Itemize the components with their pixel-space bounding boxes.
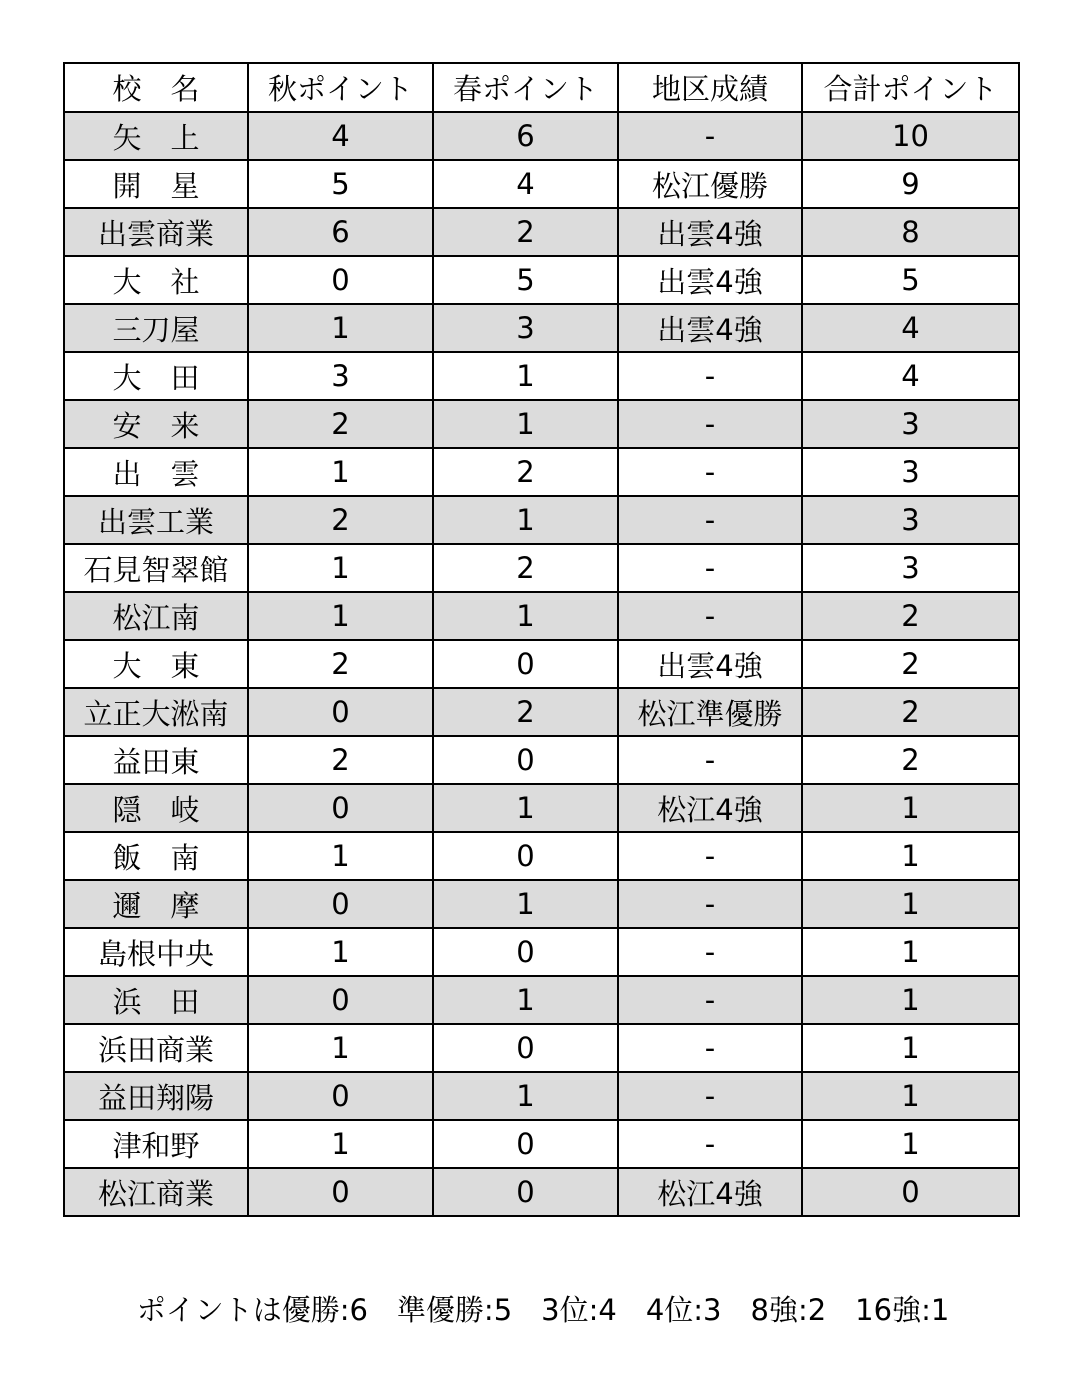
total-points-cell: 10	[802, 112, 1019, 160]
district-result-cell: -	[618, 1072, 802, 1120]
header-district-result: 地区成績	[618, 63, 802, 112]
school-name-cell: 浜田商業	[64, 1024, 248, 1072]
district-result-cell: -	[618, 880, 802, 928]
total-points-cell: 1	[802, 1024, 1019, 1072]
school-name-cell: 開 星	[64, 160, 248, 208]
table-row	[64, 928, 1019, 976]
autumn-points-cell: 1	[248, 592, 433, 640]
school-name-cell: 出 雲	[64, 448, 248, 496]
table-row	[64, 352, 1019, 400]
school-name-cell: 邇 摩	[64, 880, 248, 928]
spring-points-cell: 0	[433, 736, 618, 784]
school-name-cell: 立正大淞南	[64, 688, 248, 736]
table-row	[64, 1024, 1019, 1072]
table-row	[64, 448, 1019, 496]
table-row	[64, 640, 1019, 688]
header-row	[64, 63, 1019, 112]
district-result-cell: -	[618, 592, 802, 640]
school-name-cell: 松江南	[64, 592, 248, 640]
autumn-points-cell: 0	[248, 256, 433, 304]
table-row	[64, 832, 1019, 880]
spring-points-cell: 4	[433, 160, 618, 208]
total-points-cell: 2	[802, 736, 1019, 784]
table-body	[64, 112, 1019, 1216]
table-row	[64, 1120, 1019, 1168]
spring-points-cell: 0	[433, 1024, 618, 1072]
total-points-cell: 3	[802, 496, 1019, 544]
spring-points-cell: 1	[433, 592, 618, 640]
district-result-cell: 出雲4強	[618, 304, 802, 352]
spring-points-cell: 1	[433, 1072, 618, 1120]
school-name-cell: 大 東	[64, 640, 248, 688]
district-result-cell: 出雲4強	[618, 256, 802, 304]
district-result-cell: -	[618, 1120, 802, 1168]
spring-points-cell: 0	[433, 640, 618, 688]
spring-points-cell: 0	[433, 928, 618, 976]
autumn-points-cell: 2	[248, 640, 433, 688]
total-points-cell: 1	[802, 928, 1019, 976]
district-result-cell: 出雲4強	[618, 640, 802, 688]
table-row	[64, 976, 1019, 1024]
school-name-cell: 三刀屋	[64, 304, 248, 352]
header-total-points: 合計ポイント	[802, 63, 1019, 112]
district-result-cell: -	[618, 976, 802, 1024]
school-name-cell: 益田東	[64, 736, 248, 784]
school-name-cell: 矢 上	[64, 112, 248, 160]
table-row	[64, 544, 1019, 592]
district-result-cell: -	[618, 832, 802, 880]
table-row	[64, 400, 1019, 448]
spring-points-cell: 3	[433, 304, 618, 352]
total-points-cell: 8	[802, 208, 1019, 256]
district-result-cell: -	[618, 112, 802, 160]
total-points-cell: 1	[802, 880, 1019, 928]
total-points-cell: 3	[802, 448, 1019, 496]
spring-points-cell: 1	[433, 784, 618, 832]
district-result-cell: 出雲4強	[618, 208, 802, 256]
total-points-cell: 1	[802, 1120, 1019, 1168]
autumn-points-cell: 0	[248, 784, 433, 832]
spring-points-cell: 2	[433, 688, 618, 736]
school-name-cell: 石見智翠館	[64, 544, 248, 592]
total-points-cell: 9	[802, 160, 1019, 208]
school-name-cell: 出雲商業	[64, 208, 248, 256]
table-row	[64, 304, 1019, 352]
district-result-cell: -	[618, 736, 802, 784]
district-result-cell: -	[618, 448, 802, 496]
total-points-cell: 4	[802, 352, 1019, 400]
spring-points-cell: 0	[433, 1168, 618, 1216]
spring-points-cell: 0	[433, 1120, 618, 1168]
district-result-cell: -	[618, 400, 802, 448]
header-spring-points: 春ポイント	[433, 63, 618, 112]
total-points-cell: 5	[802, 256, 1019, 304]
school-name-cell: 安 来	[64, 400, 248, 448]
district-result-cell: -	[618, 928, 802, 976]
district-result-cell: 松江優勝	[618, 160, 802, 208]
total-points-cell: 4	[802, 304, 1019, 352]
school-name-cell: 大 田	[64, 352, 248, 400]
table-row	[64, 736, 1019, 784]
total-points-cell: 1	[802, 1072, 1019, 1120]
total-points-cell: 3	[802, 544, 1019, 592]
header-autumn-points: 秋ポイント	[248, 63, 433, 112]
district-result-cell: 松江4強	[618, 1168, 802, 1216]
school-name-cell: 益田翔陽	[64, 1072, 248, 1120]
autumn-points-cell: 1	[248, 1024, 433, 1072]
table-row	[64, 208, 1019, 256]
district-result-cell: -	[618, 496, 802, 544]
spring-points-cell: 1	[433, 976, 618, 1024]
district-result-cell: -	[618, 352, 802, 400]
points-footnote: ポイントは優勝:6 準優勝:5 3位:4 4位:3 8強:2 16強:1	[136, 1293, 950, 1327]
total-points-cell: 2	[802, 688, 1019, 736]
autumn-points-cell: 0	[248, 688, 433, 736]
district-result-cell: 松江準優勝	[618, 688, 802, 736]
school-name-cell: 島根中央	[64, 928, 248, 976]
autumn-points-cell: 5	[248, 160, 433, 208]
autumn-points-cell: 0	[248, 1168, 433, 1216]
autumn-points-cell: 1	[248, 832, 433, 880]
autumn-points-cell: 1	[248, 1120, 433, 1168]
autumn-points-cell: 2	[248, 400, 433, 448]
school-name-cell: 飯 南	[64, 832, 248, 880]
total-points-cell: 2	[802, 592, 1019, 640]
spring-points-cell: 6	[433, 112, 618, 160]
autumn-points-cell: 0	[248, 880, 433, 928]
total-points-cell: 3	[802, 400, 1019, 448]
spring-points-cell: 1	[433, 400, 618, 448]
autumn-points-cell: 3	[248, 352, 433, 400]
school-name-cell: 隠 岐	[64, 784, 248, 832]
spring-points-cell: 1	[433, 352, 618, 400]
table-row	[64, 112, 1019, 160]
table-row	[64, 880, 1019, 928]
header-school-name: 校 名	[64, 63, 248, 112]
autumn-points-cell: 1	[248, 304, 433, 352]
district-result-cell: -	[618, 1024, 802, 1072]
school-name-cell: 津和野	[64, 1120, 248, 1168]
table-row	[64, 160, 1019, 208]
spring-points-cell: 2	[433, 208, 618, 256]
autumn-points-cell: 2	[248, 736, 433, 784]
total-points-cell: 1	[802, 832, 1019, 880]
spring-points-cell: 1	[433, 880, 618, 928]
autumn-points-cell: 1	[248, 448, 433, 496]
district-result-cell: -	[618, 544, 802, 592]
autumn-points-cell: 4	[248, 112, 433, 160]
spring-points-cell: 0	[433, 832, 618, 880]
autumn-points-cell: 1	[248, 928, 433, 976]
spring-points-cell: 1	[433, 496, 618, 544]
autumn-points-cell: 1	[248, 544, 433, 592]
spring-points-cell: 5	[433, 256, 618, 304]
standings-table-container	[63, 62, 1018, 1217]
total-points-cell: 2	[802, 640, 1019, 688]
total-points-cell: 1	[802, 976, 1019, 1024]
table-row	[64, 256, 1019, 304]
district-result-cell: 松江4強	[618, 784, 802, 832]
autumn-points-cell: 2	[248, 496, 433, 544]
total-points-cell: 1	[802, 784, 1019, 832]
table-row	[64, 496, 1019, 544]
total-points-cell: 0	[802, 1168, 1019, 1216]
standings-table	[63, 62, 1020, 1217]
autumn-points-cell: 6	[248, 208, 433, 256]
school-name-cell: 出雲工業	[64, 496, 248, 544]
spring-points-cell: 2	[433, 544, 618, 592]
school-name-cell: 大 社	[64, 256, 248, 304]
school-name-cell: 浜 田	[64, 976, 248, 1024]
autumn-points-cell: 0	[248, 976, 433, 1024]
table-row	[64, 592, 1019, 640]
spring-points-cell: 2	[433, 448, 618, 496]
table-row	[64, 784, 1019, 832]
table-row	[64, 1072, 1019, 1120]
autumn-points-cell: 0	[248, 1072, 433, 1120]
school-name-cell: 松江商業	[64, 1168, 248, 1216]
table-row	[64, 1168, 1019, 1216]
table-row	[64, 688, 1019, 736]
